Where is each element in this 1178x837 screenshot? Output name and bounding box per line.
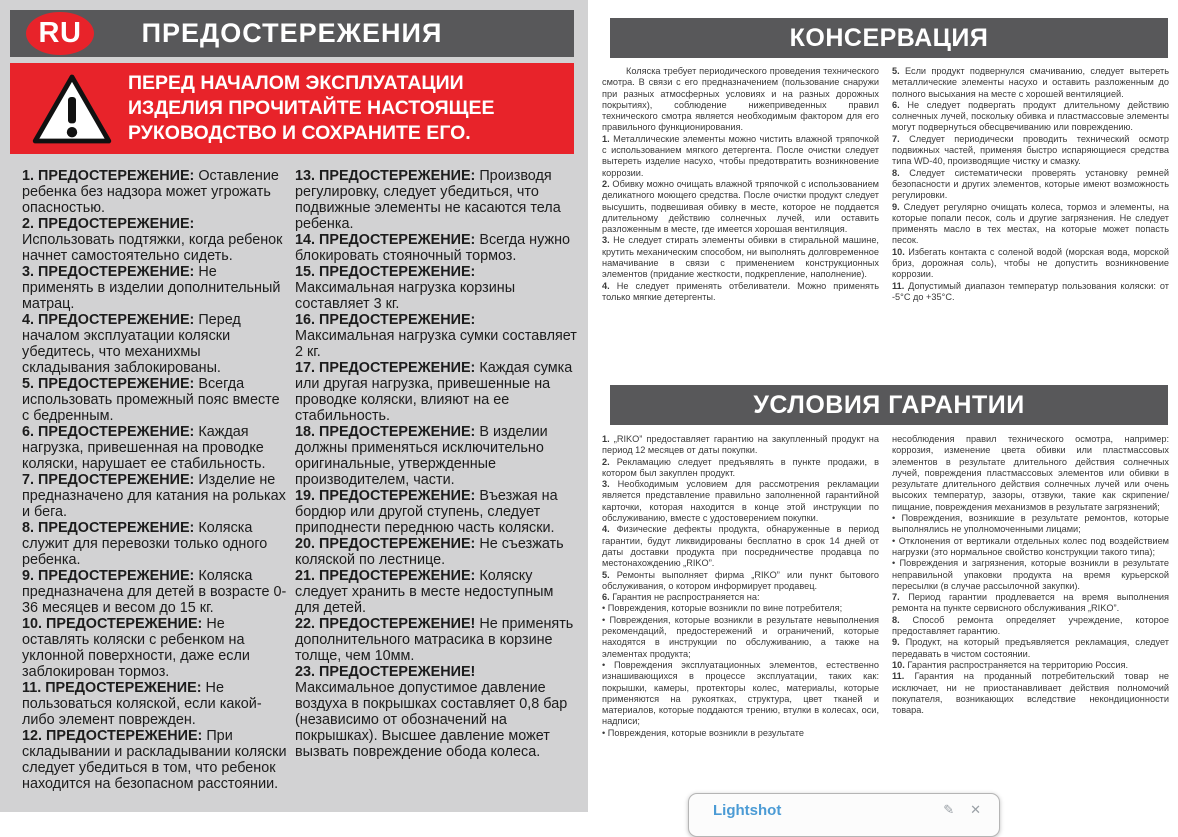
warning-item-text: Не съезжать коляской по лестнице. <box>295 536 564 568</box>
maintenance-item-text: Избегать контакта с соленой водой (морская вода, морской бриз, дорожная соль), чтобы не допустить возникновение коррозии. <box>892 246 1169 280</box>
warning-item <box>295 568 577 616</box>
warranty-item-text: Физические дефекты продукта, обнаруженные в период гарантии, будут ликвидированы бесплатно в срок 14 дней от даты доставки продукта при посредничестве продавца по местонахождению „RIKO”. <box>602 524 879 569</box>
warranty-item <box>892 660 1169 671</box>
warning-item-label: 6. ПРЕДОСТЕРЕЖЕНИЕ: <box>22 424 195 440</box>
warning-item-text: Максимальная нагрузка корзины составляет 3 кг. <box>295 280 516 312</box>
warning-item-label: 5. ПРЕДОСТЕРЕЖЕНИЕ: <box>22 376 195 392</box>
manual-page-maintenance-warranty <box>588 0 1178 812</box>
warranty-item-number: 8. <box>892 614 900 625</box>
warranty-item-text: Необходимым условием для рассмотрения рекламации является представление правильно заполненной гарантийной карточки, которая находится в конце этой инструкции по обслуживанию, вместе с удостоверением покупки. <box>602 479 879 524</box>
warning-item <box>295 616 577 664</box>
maintenance-item-number: 3. <box>602 235 610 246</box>
warranty-item <box>892 558 1169 592</box>
warning-item <box>22 424 288 472</box>
warnings-column-1 <box>22 168 288 792</box>
warning-item-text: Производя регулировку, следует убедиться, что подвижные элементы не касаются тела ребенка. <box>295 168 561 232</box>
warranty-item-number: 4. <box>602 524 610 535</box>
maintenance-item <box>892 66 1169 100</box>
maintenance-item-text: Не следует стирать элементы обивки в стиральной машине, крутить механическим способом, ни выполнять долговременное намачивание в связи с применением конструкционных элементов (придание жесткости, подкрепление, наполнение). <box>602 235 879 280</box>
warning-item-label: 10. ПРЕДОСТЕРЕЖЕНИЕ: <box>22 616 203 632</box>
warranty-item-text: Период гарантии продлевается на время выполнения ремонта на пункте сервисного обслуживания „RIKO”. <box>892 592 1169 614</box>
maintenance-item-number: 10. <box>892 246 905 257</box>
warning-item-text: Всегда нужно блокировать стояночный тормоз. <box>295 232 571 264</box>
warning-item <box>22 264 288 312</box>
maintenance-item <box>892 100 1169 134</box>
warranty-item-text: „RIKO” предоставляет гарантию на закупленный продукт на период 12 месяцев от даты покупки. <box>602 434 879 456</box>
warranty-title: УСЛОВИЯ ГАРАНТИИ <box>753 390 1025 419</box>
warning-item <box>295 312 577 360</box>
warranty-item-text: Гарантия на проданный потребительский товар не исключает, ни не приостанавливает действия полномочий покупателя, возникающих вследствие некондиционности товара. <box>892 671 1169 716</box>
maintenance-item-text: Не следует применять отбеливатели. Можно применять только мягкие детергенты. <box>602 280 879 302</box>
warning-item-text: Коляска служит для перевозки только одного ребенка. <box>22 520 268 568</box>
warning-item <box>295 664 577 760</box>
warranty-item <box>602 728 879 739</box>
warning-item-label: 18. ПРЕДОСТЕРЕЖЕНИЕ: <box>295 424 476 440</box>
warning-item-label: 19. ПРЕДОСТЕРЕЖЕНИЕ: <box>295 488 476 504</box>
warning-item-label: 1. ПРЕДОСТЕРЕЖЕНИЕ: <box>22 168 195 184</box>
warning-item-label: 16. ПРЕДОСТЕРЕЖЕНИЕ: <box>295 312 476 328</box>
warranty-item <box>602 479 879 524</box>
warranty-item-text: Продукт, на который предъявляется рекламация, следует передавать в чистом состоянии. <box>892 637 1169 659</box>
maintenance-item <box>892 202 1169 247</box>
maintenance-column-2 <box>892 66 1169 303</box>
lightshot-popup[interactable] <box>688 793 1000 837</box>
warning-item-label: 15. ПРЕДОСТЕРЕЖЕНИЕ: <box>295 264 476 280</box>
warning-item <box>22 472 288 520</box>
warning-item-text: Коляску следует хранить в месте недоступным для детей. <box>295 568 554 616</box>
warning-item-label: 11. ПРЕДОСТЕРЕЖЕНИЕ: <box>22 680 202 696</box>
maintenance-item <box>602 281 879 304</box>
warning-item <box>22 312 288 376</box>
warranty-item-number: 5. <box>602 569 610 580</box>
maintenance-item <box>602 235 879 280</box>
warranty-item <box>602 524 879 569</box>
manual-page-warnings <box>0 0 588 812</box>
warnings-column-2 <box>295 168 577 760</box>
warranty-item-text: • Повреждения эксплуатационных элементов, естественно изнашивающихся в процессе эксплуатации, таких как: покрышки, камеры, протекторы колес, материалы, которые применяются на рукоятках, структура, цвет тканей и материалов, которые поддаются трению, втулки в колесах, оси, надписи; <box>602 659 879 727</box>
maintenance-item-text: Коляска требует периодического проведения технического смотра. В связи с его предназначением (пользование снаружи при разных атмосферных условиях и на разных дорожных покрытиях), соблюдение нижеприведенных правил технического смотра является необходимым фактором для его правильного функционирования. <box>602 66 879 133</box>
warning-item <box>22 728 288 792</box>
maintenance-item-number: 1. <box>602 133 610 144</box>
warranty-item-text: • Повреждения, возникшие в результате ремонтов, которые выполнялись не уполномоченными лицами; <box>892 513 1169 535</box>
warranty-item <box>602 592 879 603</box>
warning-item-text: Коляска предназначена для детей в возрасте 0-36 месяцев и весом до 15 кг. <box>22 568 287 616</box>
warranty-item <box>892 615 1169 638</box>
warning-item <box>22 168 288 216</box>
warranty-item-text: Рекламацию следует предъявлять в пункте продажи, в котором был закуплен продукт. <box>602 456 879 478</box>
warning-item-label: 8. ПРЕДОСТЕРЕЖЕНИЕ: <box>22 520 195 536</box>
language-badge: RU <box>26 12 94 55</box>
warning-item-label: 4. ПРЕДОСТЕРЕЖЕНИЕ: <box>22 312 195 328</box>
alert-banner <box>10 63 574 154</box>
warranty-item-number: 6. <box>602 592 610 603</box>
warranty-item <box>892 671 1169 716</box>
warranty-column-2 <box>892 434 1169 716</box>
warranty-item-text: Гарантия не распространяется на: <box>609 592 760 603</box>
maintenance-item <box>892 134 1169 168</box>
warranty-item-number: 1. <box>602 434 610 444</box>
maintenance-item-number: 8. <box>892 167 900 178</box>
maintenance-item-number: 4. <box>602 280 610 291</box>
warning-triangle-icon <box>32 73 112 145</box>
warnings-header-bar <box>10 10 574 57</box>
warning-item-label: 12. ПРЕДОСТЕРЕЖЕНИЕ: <box>22 728 203 744</box>
warning-item-label: 13. ПРЕДОСТЕРЕЖЕНИЕ: <box>295 168 476 184</box>
warning-item-text: Не применять в изделии дополнительный матрац. <box>22 264 281 312</box>
warning-item <box>22 616 288 680</box>
maintenance-item-number: 2. <box>602 178 610 189</box>
warning-item-label: 17. ПРЕДОСТЕРЕЖЕНИЕ: <box>295 360 476 376</box>
warning-item <box>22 216 288 264</box>
warning-item <box>22 568 288 616</box>
warranty-item <box>602 434 879 457</box>
warning-item-text: Перед началом эксплуатации коляски убедитесь, что механихмы складывания заблокированы. <box>22 312 241 376</box>
warning-item <box>295 232 577 264</box>
warning-item <box>295 424 577 488</box>
maintenance-item-number: 5. <box>892 66 900 76</box>
lightshot-popup-actions <box>943 802 981 817</box>
warning-item <box>295 360 577 424</box>
warranty-item-text: Гарантия распространяется на территорию Россия. <box>904 659 1129 670</box>
warranty-item-text: Ремонты выполняет фирма „RIKO” или пункт бытового обслуживания, о котором информирует продавец. <box>602 569 879 591</box>
maintenance-item-text: Следует систематически проверять установку ремней безопасности и других элементов, которые имеют возможность регулировки. <box>892 167 1169 201</box>
warranty-item-number: 2. <box>602 456 610 467</box>
warning-item-text: При складывании и раскладывании коляски следует убедиться в том, что ребенок находится на безопасном расстоянии. <box>22 728 287 792</box>
lightshot-app-title: Lightshot <box>713 802 782 819</box>
maintenance-item-number: 11. <box>892 280 905 291</box>
maintenance-item-text: Металлические элементы можно чистить влажной тряпочкой с использованием мягкого детергента. После очистки следует вытереть изделие насухо, чтобы предотвратить возникновение коррозии. <box>602 133 879 178</box>
warning-item-label: 23. ПРЕДОСТЕРЕЖЕНИЕ! <box>295 664 476 680</box>
warranty-item <box>892 536 1169 559</box>
maintenance-column-1 <box>602 66 879 303</box>
warning-item-label: 20. ПРЕДОСТЕРЕЖЕНИЕ: <box>295 536 476 552</box>
maintenance-item <box>892 168 1169 202</box>
warranty-item-text: • Отклонения от вертикали отдельных колес под воздействием нагрузки (это нормальное свойство конструкции такого типа); <box>892 535 1169 557</box>
maintenance-title: КОНСЕРВАЦИЯ <box>789 23 989 52</box>
warning-item-text: Изделие не предназначено для катания на рольках и бега. <box>22 472 286 520</box>
maintenance-item-text: Обивку можно очищать влажной тряпочкой с использованием деликатного моющего средства. После очистки продукт следует высушить, подвешивая обивку в месте, которое не поддается длительному действию солнечных лучей, или оставить разложенным в месте, где имеется хорошая вентиляция. <box>602 178 879 235</box>
maintenance-item <box>602 134 879 179</box>
maintenance-item <box>602 66 879 134</box>
warning-item <box>22 376 288 424</box>
warranty-item <box>602 457 879 480</box>
warning-item-text: Оставление ребенка без надзора может угрожать опасностью. <box>22 168 279 216</box>
maintenance-item-number: 6. <box>892 99 900 110</box>
warranty-item <box>602 615 879 660</box>
warranty-item <box>892 637 1169 660</box>
warning-item-label: 3. ПРЕДОСТЕРЕЖЕНИЕ: <box>22 264 195 280</box>
warranty-item-number: 7. <box>892 592 900 603</box>
warning-item-label: 2. ПРЕДОСТЕРЕЖЕНИЕ: <box>22 216 195 232</box>
warranty-item-text: Способ ремонта определяет учреждение, которое предоставляет гарантию. <box>892 614 1169 637</box>
warning-item-text: Всегда использовать промежный пояс вместе с бедренным. <box>22 376 280 424</box>
warranty-item <box>892 513 1169 536</box>
warning-item <box>22 520 288 568</box>
warning-item <box>22 680 288 728</box>
warning-item-text: Каждая сумка или другая нагрузка, привешенные на проводке коляски, влияют на ее стабильность. <box>295 360 573 424</box>
warranty-item-number: 3. <box>602 479 610 490</box>
maintenance-item-text: Если продукт подвернулся смачиванию, следует вытереть металлические элементы насухо и оставить разложенным до полного высыхания на месте с хорошей вентиляцией. <box>892 66 1169 99</box>
maintenance-item-text: Следует периодически проводить технический осмотр подвижных частей, применяя быстро испаряющиеся средства типа WD-40, производящие чистку и смазку. <box>892 133 1169 167</box>
warranty-item <box>892 592 1169 615</box>
warning-item-text: Не пользоваться коляской, если какой-либо элемент поврежден. <box>22 680 262 728</box>
close-icon[interactable]: ✕ <box>970 802 981 817</box>
warning-item-label: 14. ПРЕДОСТЕРЕЖЕНИЕ: <box>295 232 476 248</box>
warranty-item-text: • Повреждения, которые возникли по вине потребителя; <box>602 603 843 614</box>
warranty-item <box>602 570 879 593</box>
warning-item-text: Не оставлять коляски с ребенком на уклонной поверхности, даже если заблокирован тормоз. <box>22 616 250 680</box>
warranty-item-number: 10. <box>892 659 905 670</box>
warning-item <box>295 168 577 232</box>
warning-item-text: Каждая нагрузка, привешенная на проводке коляски, нарушает ее стабильность. <box>22 424 266 472</box>
warranty-item-text: несоблюдения правил технического осмотра, например: коррозия, изменение цвета обивки или пластмассовых элементов в результате длительного действия солнечных лучей, повреждения пластмассовых элементов или обивки в результате длительного действия солнечных лучей или очень высоких температур, зазоры, отзвуки, такие как скрипение/ пищание, повреждения механизмов в результате загрязнений; <box>892 434 1169 512</box>
maintenance-header-bar <box>610 18 1168 58</box>
warning-item-text: Максимальное допустимое давление воздуха в покрышках составляет 0,8 бар (независимо от обозначений на покрышках). Высшее давление может вызвать повреждение обода колеса. <box>295 680 568 760</box>
maintenance-item-text: Следует регулярно очищать колеса, тормоз и элементы, на которые попали песок, соль и другие загрязнения. Не следует применять масло в тех местах, на которые может попасть песок. <box>892 201 1169 246</box>
warning-item <box>295 264 577 312</box>
warning-item <box>295 536 577 568</box>
maintenance-item-text: Допустимый диапазон температур пользования коляски: от -5°С до +35°С. <box>892 280 1169 302</box>
warning-item-text: Въезжая на бордюр или другой ступень, следует приподнести переднюю часть коляски. <box>295 488 558 536</box>
maintenance-item-number: 9. <box>892 201 900 212</box>
feedback-icon[interactable]: ✎ <box>943 802 955 817</box>
warning-item <box>295 488 577 536</box>
warning-item-text: В изделии должны применяться исключительно оригинальные, утвержденные производителем, части. <box>295 424 548 488</box>
alert-text: ПЕРЕД НАЧАЛОМ ЭКСПЛУАТАЦИИ ИЗДЕЛИЯ ПРОЧИТАЙТЕ НАСТОЯЩЕЕ РУКОВОДСТВО И СОХРАНИТЕ ЕГО. <box>128 72 495 144</box>
maintenance-item-text: Не следует подвергать продукт длительному действию солнечных лучей, поскольку обивка и пластмассовые элементы могут подвернуться обесцвечиванию или повреждению. <box>892 99 1169 133</box>
warranty-item-number: 11. <box>892 671 905 682</box>
warranty-header-bar <box>610 385 1168 425</box>
warranty-item-number: 9. <box>892 637 900 648</box>
warranty-item <box>602 660 879 728</box>
maintenance-item <box>892 247 1169 281</box>
warnings-title: ПРЕДОСТЕРЕЖЕНИЯ <box>141 18 443 48</box>
warning-item-text: Использовать подтяжки, когда ребенок начнет самостоятельно сидеть. <box>22 232 283 264</box>
warranty-item <box>892 434 1169 513</box>
maintenance-item <box>892 281 1169 304</box>
warning-item-text: Не применять дополнительного матрасика в корзине толще, чем 10мм. <box>295 616 574 664</box>
warranty-column-1 <box>602 434 879 739</box>
warranty-item-text: • Повреждения, которые возникли в результате невыполнения рекомендаций, предостережений и ограничений, которые находятся в инструкции по обслуживанию, а также на элементах продукта; <box>602 614 879 659</box>
warranty-item-text: • Повреждения и загрязнения, которые возникли в результате неправильной упаковки продукта на время курьерской пересылки (в случае рассылочной закупки). <box>892 558 1169 591</box>
warning-item-label: 22. ПРЕДОСТЕРЕЖЕНИЕ! <box>295 616 476 632</box>
maintenance-item <box>602 179 879 235</box>
warning-item-label: 21. ПРЕДОСТЕРЕЖЕНИЕ: <box>295 568 476 584</box>
warranty-item-text: • Повреждения, которые возникли в результате <box>602 727 804 738</box>
maintenance-item-number: 7. <box>892 133 900 144</box>
warning-item-label: 9. ПРЕДОСТЕРЕЖЕНИЕ: <box>22 568 195 584</box>
warning-item-label: 7. ПРЕДОСТЕРЕЖЕНИЕ: <box>22 472 195 488</box>
warranty-item <box>602 603 879 614</box>
warning-item-text: Максимальная нагрузка сумки составляет 2 кг. <box>295 328 577 360</box>
